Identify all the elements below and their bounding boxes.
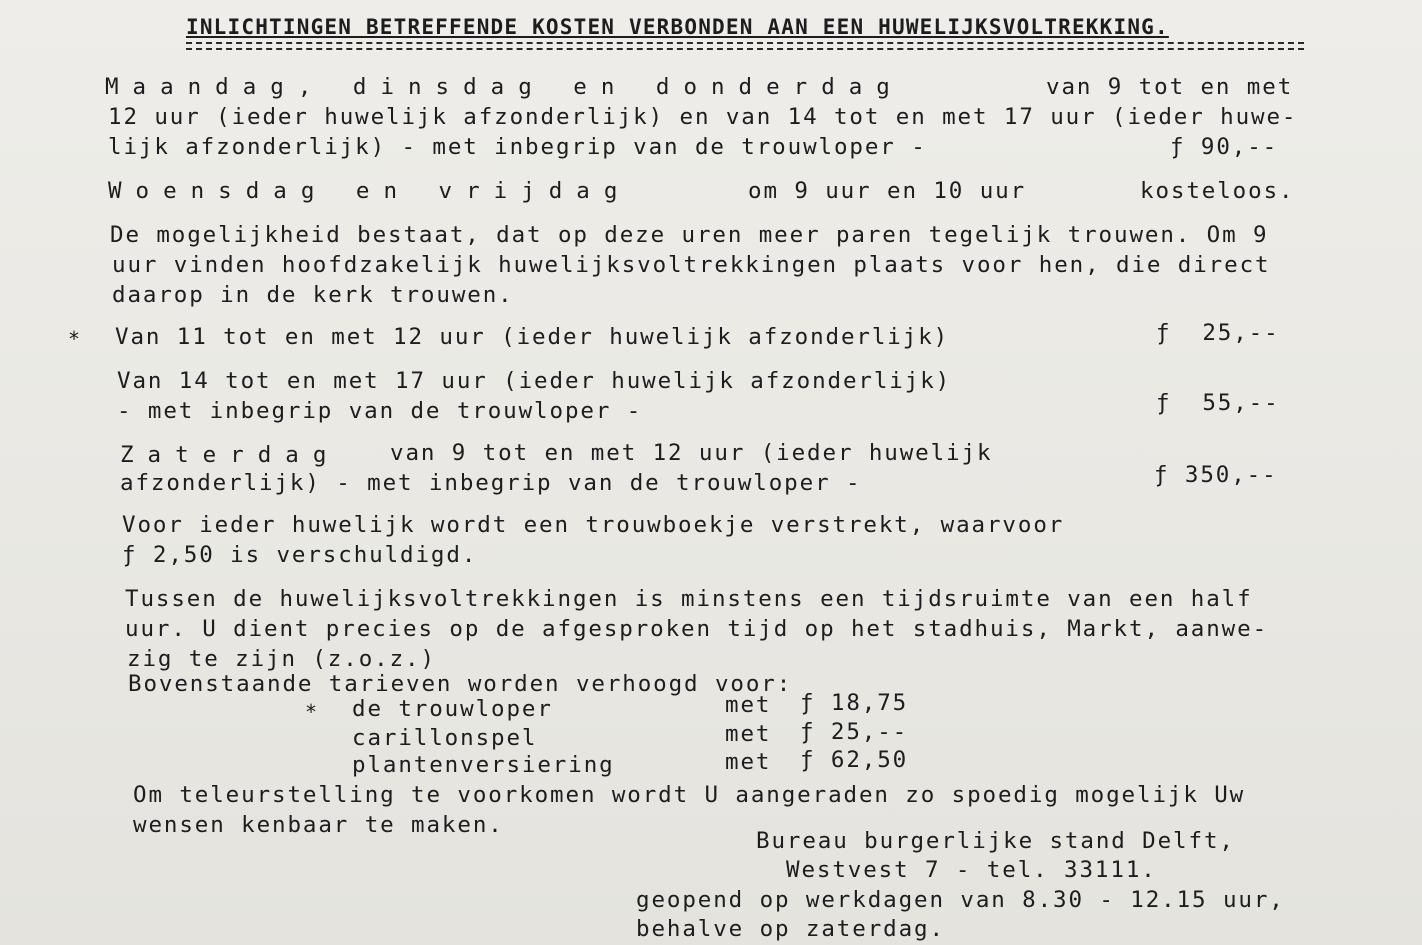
surcharge-asterisk: * (305, 700, 319, 724)
surcharge-amount-plantenversiering: ƒ 62,50 (800, 747, 909, 773)
section9-line2: wensen kenbaar te maken. (133, 812, 504, 838)
surcharge-label-trouwloper: de trouwloper (352, 696, 553, 722)
weekday-label-mon-tue-thu: Maandag, dinsdag en donderdag (105, 74, 904, 100)
footer-address: Westvest 7 - tel. 33111. (786, 857, 1157, 883)
footer-hours: geopend op werkdagen van 8.30 - 12.15 uur, (636, 887, 1285, 913)
surcharge-met: met (725, 721, 772, 747)
surcharge-amount-carillonspel: ƒ 25,-- (800, 719, 909, 745)
section7-line1: Voor ieder huwelijk wordt een trouwboekje verstrekt, waarvoor (122, 512, 1065, 538)
document-title: INLICHTINGEN BETREFFENDE KOSTEN VERBONDEN AAN EEN HUWELIJKSVOLTREKKING. (186, 15, 1169, 39)
section9-line1: Om teleurstelling te voorkomen wordt U aangeraden zo spoedig mogelijk Uw (133, 782, 1246, 808)
surcharge-met: met (725, 692, 772, 718)
section2-price: kosteloos. (1140, 178, 1295, 204)
section5-line1: Van 14 tot en met 17 uur (ieder huwelijk afzonderlijk) (117, 368, 952, 394)
section7-line2: ƒ 2,50 is verschuldigd. (122, 542, 478, 568)
title-double-underline (186, 42, 1304, 50)
surcharge-amount-trouwloper: ƒ 18,75 (800, 690, 909, 716)
section5-line2: - met inbegrip van de trouwloper - (117, 398, 643, 424)
asterisk-mark: * (68, 327, 82, 351)
weekday-label-saturday: Zaterdag (120, 442, 341, 468)
section1-line1-rest: van 9 tot en met (1046, 74, 1294, 100)
surcharge-label-carillonspel: carillonspel (352, 725, 538, 751)
section6-line1-rest: van 9 tot en met 12 uur (ieder huwelijk (390, 440, 993, 466)
section3-line1: De mogelijkheid bestaat, dat op deze uren meer paren tegelijk trouwen. Om 9 (110, 222, 1269, 248)
section6-line2: afzonderlijk) - met inbegrip van de trouwloper - (120, 470, 862, 496)
section8-line1: Tussen de huwelijksvoltrekkingen is minstens een tijdsruimte van een half (125, 586, 1253, 612)
section8-line3: zig te zijn (z.o.z.) (127, 646, 436, 672)
weekday-label-wed-fri: Woensdag en vrijdag (108, 178, 632, 204)
surcharge-label-plantenversiering: plantenversiering (352, 752, 615, 778)
section2-rest: om 9 uur en 10 uur (748, 178, 1027, 204)
section1-line2: 12 uur (ieder huwelijk afzonderlijk) en van 14 tot en met 17 uur (ieder huwe- (108, 104, 1298, 130)
footer-except: behalve op zaterdag. (636, 916, 945, 942)
section3-line3: daarop in de kerk trouwen. (112, 282, 514, 308)
surcharges-intro: Bovenstaande tarieven worden verhoogd voor: (128, 671, 793, 697)
section5-price: ƒ 55,-- (1156, 390, 1280, 416)
footer-office: Bureau burgerlijke stand Delft, (756, 828, 1235, 854)
surcharge-met: met (725, 749, 772, 775)
section4-price: ƒ 25,-- (1156, 320, 1280, 346)
section8-line2: uur. U dient precies op de afgesproken tijd op het stadhuis, Markt, aanwe- (125, 616, 1269, 642)
section6-price: ƒ 350,-- (1154, 462, 1278, 488)
section3-line2: uur vinden hoofdzakelijk huwelijksvoltrekkingen plaats voor hen, die direct (112, 252, 1271, 278)
section1-price: ƒ 90,-- (1170, 134, 1279, 160)
section1-line3: lijk afzonderlijk) - met inbegrip van de trouwloper - (108, 134, 927, 160)
section4-line1: Van 11 tot en met 12 uur (ieder huwelijk afzonderlijk) (115, 324, 950, 350)
